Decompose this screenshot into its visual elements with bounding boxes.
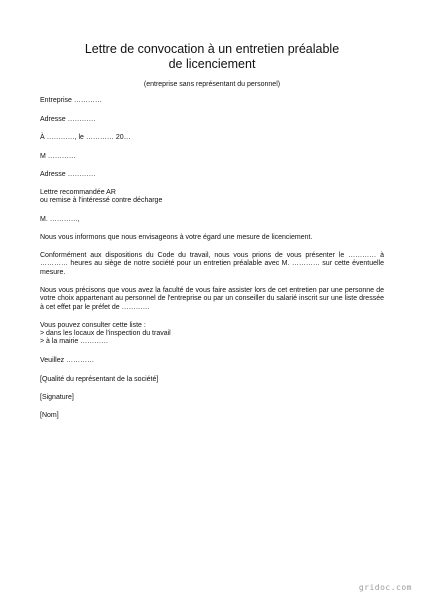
- list-intro: Vous pouvez consulter cette liste :: [40, 322, 146, 329]
- adresse-recipient-line: Adresse …………: [40, 171, 96, 178]
- document-subtitle: (entreprise sans représentant du personnel): [143, 81, 281, 88]
- salutation: M. …………,: [40, 216, 80, 223]
- title-line-1: Lettre de convocation à un entretien préalable: [84, 42, 340, 56]
- closing-formula: Veuillez …………: [40, 357, 95, 364]
- paragraph-intention: Nous vous informons que nous envisageons à votre égard une mesure de licenciement.: [40, 234, 313, 241]
- delivery-line-2: ou remise à l'intéressé contre décharge: [40, 197, 163, 205]
- representative-quality: [Qualité du représentant de la société]: [40, 376, 159, 383]
- site-watermark: gridoc.com: [358, 583, 412, 592]
- list-item: > dans les locaux de l'inspection du travail: [40, 330, 171, 338]
- signature-placeholder: [Signature]: [40, 394, 74, 401]
- entreprise-line: Entreprise …………: [40, 97, 102, 104]
- document-title: [40, 42, 384, 72]
- paragraph-convocation: Conformément aux dispositions du Code du travail, nous vous prions de vous présenter le ………… à ………… heures au siège de notre société pour un entretien préalable avec M. ………… sur cette éventuelle mesure.: [40, 252, 384, 276]
- recipient-line: M …………: [40, 153, 76, 160]
- place-date-line: À …………, le ………… 20…: [40, 134, 131, 141]
- paragraph-assistance: Nous vous précisons que vous avez la faculté de vous faire assister lors de cet entretien par une personne de votre choix appartenant au personnel de l'entreprise ou par un conseiller du salarié inscrit sur une liste dressée à cet effet par le préfet de …………: [40, 287, 384, 311]
- delivery-method: [40, 189, 384, 205]
- name-placeholder: [Nom]: [40, 412, 59, 419]
- delivery-line-1: Lettre recommandée AR: [40, 189, 116, 196]
- consultation-list: [40, 322, 384, 347]
- adresse-sender-line: Adresse …………: [40, 116, 96, 123]
- list-item: > à la mairie …………: [40, 338, 109, 346]
- title-line-2: de licenciement: [168, 57, 256, 71]
